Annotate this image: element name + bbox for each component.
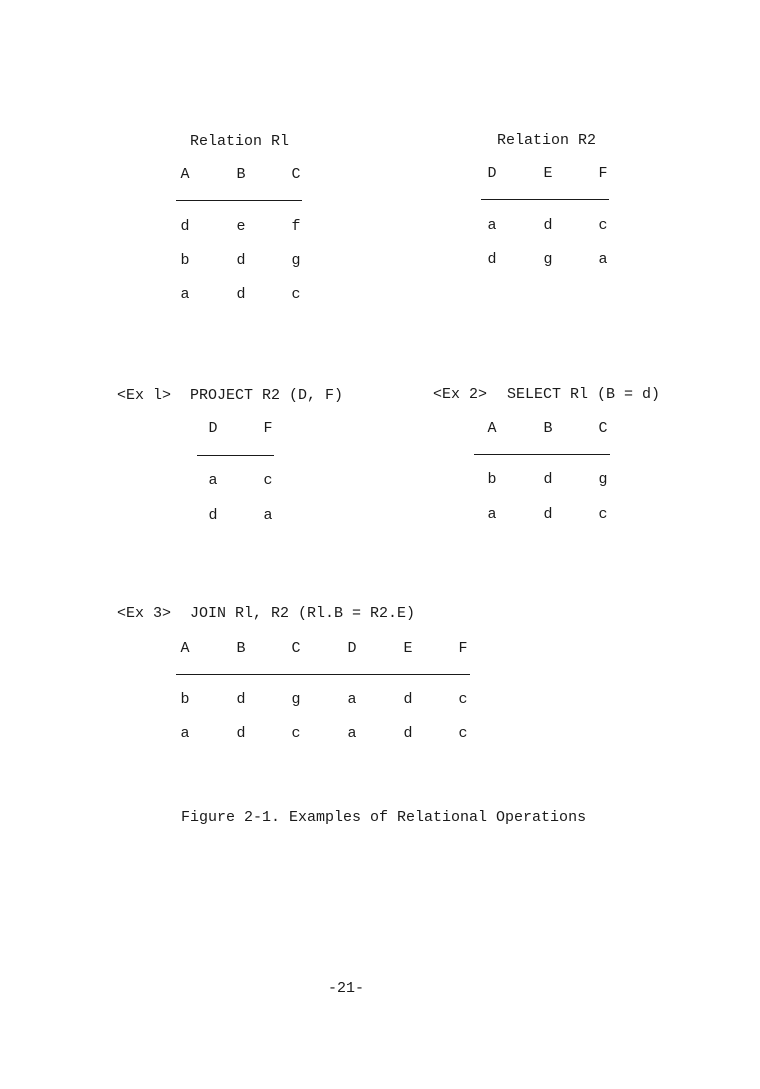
table-cell: f: [291, 218, 301, 235]
table-cell: b: [180, 691, 190, 708]
r1-header-c: C: [291, 166, 301, 183]
table-cell: d: [236, 725, 246, 742]
ex3-header-c: C: [291, 640, 301, 657]
table-cell: a: [208, 472, 218, 489]
table-cell: a: [180, 286, 190, 303]
table-cell: g: [291, 691, 301, 708]
ex3-header-rule: [176, 674, 470, 675]
r2-header-e: E: [543, 165, 553, 182]
ex3-label: <Ex 3>: [117, 605, 172, 622]
table-cell: d: [543, 217, 553, 234]
ex3-header-d: D: [347, 640, 357, 657]
table-cell: c: [291, 725, 301, 742]
table-cell: c: [598, 506, 608, 523]
table-cell: d: [236, 286, 246, 303]
r1-header-b: B: [236, 166, 246, 183]
table-cell: c: [598, 217, 608, 234]
table-cell: b: [180, 252, 190, 269]
relation-r2-title: Relation R2: [497, 132, 597, 149]
ex1-header-d: D: [208, 420, 218, 437]
table-cell: d: [543, 471, 553, 488]
table-cell: d: [403, 725, 413, 742]
r2-header-d: D: [487, 165, 497, 182]
ex2-label: <Ex 2>: [433, 386, 488, 403]
ex3-header-b: B: [236, 640, 246, 657]
table-cell: d: [403, 691, 413, 708]
ex3-header-e: E: [403, 640, 413, 657]
ex3-operation: JOIN Rl, R2 (Rl.B = R2.E): [190, 605, 416, 622]
table-cell: a: [263, 507, 273, 524]
table-cell: a: [180, 725, 190, 742]
table-cell: a: [487, 217, 497, 234]
table-cell: c: [458, 725, 468, 742]
table-cell: d: [543, 506, 553, 523]
ex1-operation: PROJECT R2 (D, F): [190, 387, 344, 404]
relation-r1-title: Relation Rl: [190, 133, 290, 150]
ex1-header-rule: [197, 455, 274, 456]
table-cell: c: [263, 472, 273, 489]
r1-header-a: A: [180, 166, 190, 183]
table-cell: g: [598, 471, 608, 488]
r2-header-f: F: [598, 165, 608, 182]
ex2-header-c: C: [598, 420, 608, 437]
table-cell: d: [208, 507, 218, 524]
table-cell: c: [458, 691, 468, 708]
ex1-label: <Ex l>: [117, 387, 172, 404]
table-cell: a: [347, 725, 357, 742]
table-cell: d: [487, 251, 497, 268]
figure-caption: Figure 2-1. Examples of Relational Operations: [181, 809, 587, 826]
table-cell: d: [236, 691, 246, 708]
ex3-header-a: A: [180, 640, 190, 657]
table-cell: b: [487, 471, 497, 488]
table-cell: a: [347, 691, 357, 708]
ex2-header-a: A: [487, 420, 497, 437]
page-number: -21-: [328, 980, 365, 997]
ex3-header-f: F: [458, 640, 468, 657]
table-cell: a: [598, 251, 608, 268]
table-cell: d: [236, 252, 246, 269]
r2-header-rule: [481, 199, 609, 200]
table-cell: c: [291, 286, 301, 303]
table-cell: e: [236, 218, 246, 235]
ex2-header-rule: [474, 454, 610, 455]
ex1-header-f: F: [263, 420, 273, 437]
table-cell: a: [487, 506, 497, 523]
table-cell: g: [291, 252, 301, 269]
table-cell: d: [180, 218, 190, 235]
ex2-header-b: B: [543, 420, 553, 437]
table-cell: g: [543, 251, 553, 268]
r1-header-rule: [176, 200, 302, 201]
ex2-operation: SELECT Rl (B = d): [507, 386, 661, 403]
